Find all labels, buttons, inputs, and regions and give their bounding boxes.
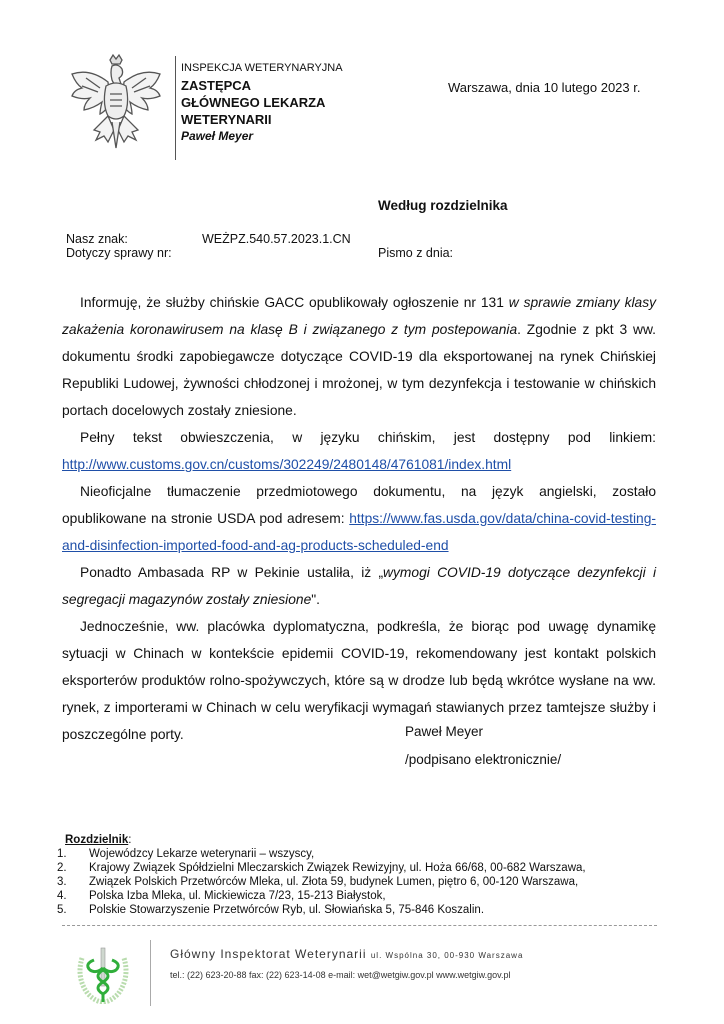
title-line-2: GŁÓWNEGO LEKARZA xyxy=(181,95,326,110)
our-sign-value: WEŻPZ.540.57.2023.1.CN xyxy=(202,232,351,246)
usda-link[interactable]: https://www.fas.usda.gov/data/china-covid-testing-and-disinfection-imported-food-and-ag-products-scheduled-end xyxy=(62,511,656,553)
letter-body xyxy=(62,289,656,748)
sender-header xyxy=(181,60,343,145)
letter-date: Warszawa, dnia 10 lutego 2023 r. xyxy=(448,80,641,95)
item-text: Wojewódzcy Lekarze weterynarii – wszyscy, xyxy=(89,848,315,860)
polish-eagle-icon xyxy=(66,52,166,164)
p2-text: Pełny tekst obwieszczenia, w języku chińskim, jest dostępny pod linkiem: xyxy=(80,430,656,445)
item-number: 2. xyxy=(57,862,67,874)
paragraph-2 xyxy=(62,424,656,478)
list-item xyxy=(57,875,586,889)
footer-org-name: Główny Inspektorat Weterynarii xyxy=(170,947,367,961)
p1-text-end: . Zgodnie z pkt 3 ww. dokumentu środki zapobiegawcze dotyczące COVID-19 dla eksportowanej na rynek Chińskiej Republiki Ludowej, żywności chłodzonej i mrożonej, w tym dezynfekcja i testowanie w chińskich portach docelowych zostały zniesione. xyxy=(62,322,656,418)
list-item xyxy=(57,861,586,875)
paragraph-5: Jednocześnie, ww. placówka dyplomatyczna, podkreśla, że biorąc pod uwagę dynamikę sytuacji w Chinach w kontekście epidemii COVID-19, rekomendowany jest kontakt polskich eksporterów produktów rolno-spożywczych, które są w drodze lub będą wkrótce wysłane na ww. rynek, z importerami w Chinach w celu weryfikacji wymagań stawianych przez tamtejsze służby i poszczególne porty. xyxy=(62,619,656,742)
footer-contact: tel.: (22) 623-20-88 fax: (22) 623-14-08 e-mail: wet@wetgiw.gov.pl www.wetgiw.gov.pl xyxy=(170,970,511,980)
paragraph-3 xyxy=(62,478,656,559)
item-number: 3. xyxy=(57,876,67,888)
item-text: Polskie Stowarzyszenie Przetwórców Ryb, ul. Słowiańska 5, 75-846 Koszalin. xyxy=(89,904,485,916)
title-line-1: ZASTĘPCA xyxy=(181,78,252,93)
item-number: 1. xyxy=(57,848,67,860)
veterinary-logo-icon xyxy=(74,944,132,1004)
our-sign-label: Nasz znak: xyxy=(66,232,128,246)
p4-text: Ponadto Ambasada RP w Pekinie ustaliła, iż „ xyxy=(80,565,384,580)
footer-address: ul. Wspólna 30, 00-930 Warszawa xyxy=(370,951,524,960)
list-item xyxy=(57,903,586,917)
signature-block xyxy=(405,718,561,774)
footer-vertical-divider xyxy=(150,940,151,1006)
letter-date-label: Pismo z dnia: xyxy=(378,246,454,260)
item-number: 4. xyxy=(57,890,67,902)
header-divider xyxy=(175,56,176,160)
customs-link[interactable]: http://www.customs.gov.cn/customs/302249/2480148/4761081/index.html xyxy=(62,457,512,472)
item-text: Krajowy Związek Spółdzielni Mleczarskich Związek Rewizyjny, ul. Hoża 66/68, 00-682 Warszawa, xyxy=(89,862,586,874)
case-number-label: Dotyczy sprawy nr: xyxy=(66,246,172,260)
title-line-3: WETERYNARII xyxy=(181,112,272,127)
paragraph-4 xyxy=(62,559,656,613)
signature-note: /podpisano elektronicznie/ xyxy=(405,752,562,767)
footer-divider xyxy=(62,925,657,926)
p3-text: Nieoficjalne tłumaczenie przedmiotowego dokumentu, na język angielski, zostało opublikowane na stronie USDA pod adresem: xyxy=(62,484,656,526)
paragraph-1 xyxy=(62,289,656,424)
item-number: 5. xyxy=(57,904,67,916)
p1-italic: w sprawie zmiany klasy zakażenia koronawirusem na klasę B i związanego z tym postepowania xyxy=(62,295,656,337)
footer-org-line xyxy=(170,947,523,961)
distribution-title: Rozdzielnik xyxy=(65,834,129,846)
item-text: Związek Polskich Przetwórców Mleka, ul. Złota 59, budynek Lumen, piętro 6, 00-120 Warszawa, xyxy=(89,876,579,888)
institution-name: INSPEKCJA WETERYNARYJNA xyxy=(181,62,343,74)
list-item xyxy=(57,847,586,861)
sender-name: Paweł Meyer xyxy=(181,129,254,143)
item-text: Polska Izba Mleka, ul. Mickiewicza 7/23, 15-213 Białystok, xyxy=(89,890,386,902)
p4-italic: wymogi COVID-19 dotyczące dezynfekcji i segregacji magazynów zostały zniesione xyxy=(62,565,657,607)
p4-text-end: ". xyxy=(311,592,320,607)
list-item xyxy=(57,889,586,903)
distribution-colon: : xyxy=(128,834,132,846)
p1-text: Informuję, że służby chińskie GACC opublikowały ogłoszenie nr 131 xyxy=(80,295,509,310)
recipient-line: Według rozdzielnika xyxy=(378,198,508,213)
signature-name: Paweł Meyer xyxy=(405,724,484,739)
distribution-list xyxy=(57,833,586,917)
